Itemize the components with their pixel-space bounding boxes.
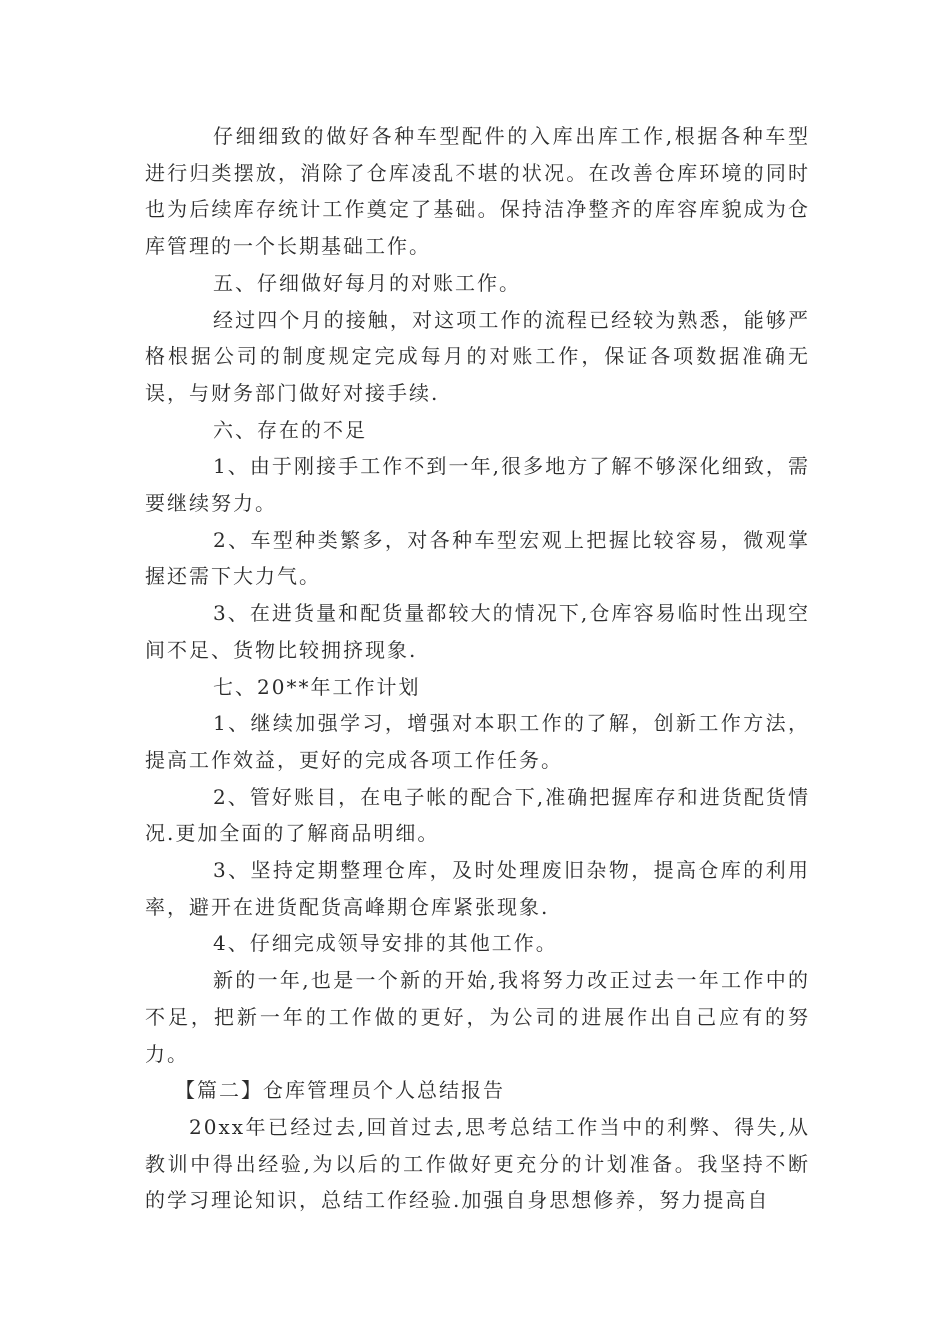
list-item-shortcoming-2: 2、车型种类繁多，对各种车型宏观上把握比较容易，微观掌握还需下大力气。 (145, 527, 810, 589)
list-item-plan-4: 4、仔细完成领导安排的其他工作。 (213, 931, 558, 956)
document-page (145, 118, 810, 1219)
section-2-intro: 20xx年已经过去,回首过去,思考总结工作当中的利弊、得失,从教训中得出经验,为以后的工作做好更充分的计划准备。我坚持不断的学习理论知识，总结工作经验.加强自身思想修养，努力提高自 (145, 1114, 810, 1213)
paragraph-reconciliation: 经过四个月的接触，对这项工作的流程已经较为熟悉，能够严格根据公司的制度规定完成每月的对账工作，保证各项数据准确无误，与财务部门做好对接手续. (145, 307, 810, 405)
list-item-plan-3: 3、坚持定期整理仓库，及时处理废旧杂物，提高仓库的利用率，避开在进货配货高峰期仓库紧张现象. (145, 858, 810, 919)
list-item-plan-2: 2、管好账目，在电子帐的配合下,准确把握库存和进货配货情况.更加全面的了解商品明细。 (145, 784, 810, 846)
heading-section-6: 六、存在的不足 (213, 417, 367, 442)
list-item-plan-1: 1、继续加强学习，增强对本职工作的了解，创新工作方法，提高工作效益，更好的完成各项工作任务。 (145, 711, 810, 772)
paragraph-warehouse-inout: 仔细细致的做好各种车型配件的入库出库工作,根据各种车型进行归类摆放，消除了仓库凌乱不堪的状况。在改善仓库环境的同时也为后续库存统计工作奠定了基础。保持洁净整齐的库容库貌成为仓库管理的一个长期基础工作。 (145, 124, 810, 259)
paragraph-conclusion: 新的一年,也是一个新的开始,我将努力改正过去一年工作中的不足，把新一年的工作做的更好，为公司的进展作出自己应有的努力。 (145, 968, 810, 1066)
heading-section-5: 五、仔细做好每月的对账工作。 (213, 270, 521, 295)
section-2-heading: 【篇二】仓库管理员个人总结报告 (175, 1078, 505, 1103)
heading-section-7: 七、20**年工作计划 (213, 674, 421, 699)
list-item-shortcoming-3: 3、在进货量和配货量都较大的情况下,仓库容易临时性出现空间不足、货物比较拥挤现象. (145, 601, 810, 662)
list-item-shortcoming-1: 1、由于刚接手工作不到一年,很多地方了解不够深化细致，需要继续努力。 (145, 454, 810, 516)
